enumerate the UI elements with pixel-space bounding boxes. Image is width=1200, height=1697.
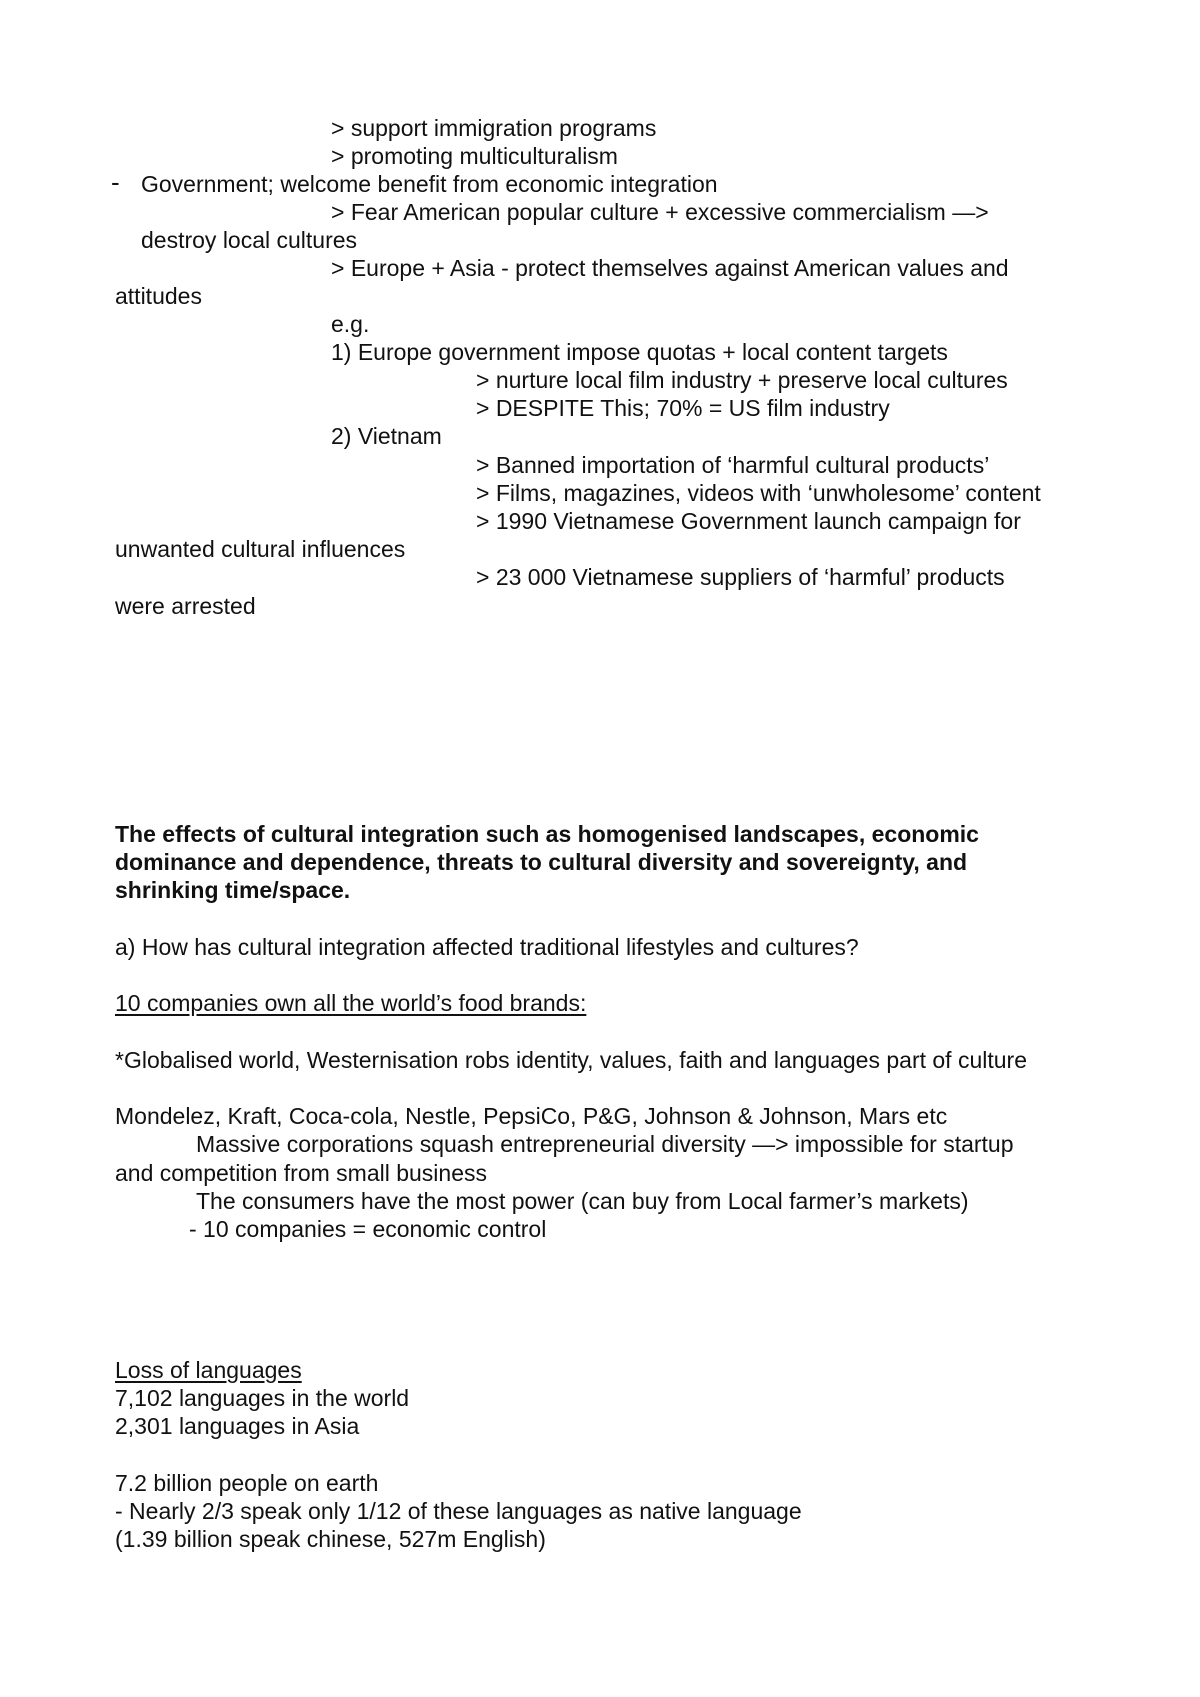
note-line-arrested: were arrested xyxy=(115,593,256,619)
note-line-economic-control: - 10 companies = economic control xyxy=(189,1216,547,1242)
section-heading-line-2: dominance and dependence, threats to cultural diversity and sovereignty, and xyxy=(115,849,968,875)
note-line-asia-languages: 2,301 languages in Asia xyxy=(115,1413,360,1439)
note-line-nurture: > nurture local film industry + preserve local cultures xyxy=(476,367,1008,393)
note-line-massive: Massive corporations squash entrepreneurial diversity —> impossible for startup xyxy=(196,1131,1014,1157)
note-line-europe-asia: > Europe + Asia - protect themselves against American values and xyxy=(331,255,1009,281)
note-line-despite: > DESPITE This; 70% = US film industry xyxy=(476,395,890,421)
note-line-chinese-english: (1.39 billion speak chinese, 527m English) xyxy=(115,1526,546,1552)
note-line-europe-quotas: 1) Europe government impose quotas + local content targets xyxy=(331,339,948,365)
section-heading-line-3: shrinking time/space. xyxy=(115,877,351,903)
note-line-eg: e.g. xyxy=(331,311,370,337)
note-line-23000: > 23 000 Vietnamese suppliers of ‘harmful’ products xyxy=(476,564,1005,590)
note-line-government: Government; welcome benefit from economic integration xyxy=(141,171,718,197)
note-line-globalised: *Globalised world, Westernisation robs identity, values, faith and languages part of culture xyxy=(115,1047,1027,1073)
note-line-banned: > Banned importation of ‘harmful cultural products’ xyxy=(476,452,990,478)
note-line-films: > Films, magazines, videos with ‘unwholesome’ content xyxy=(476,480,1041,506)
bullet-dash: - xyxy=(111,167,120,197)
subheading-food-companies: 10 companies own all the world’s food brands: xyxy=(115,990,587,1016)
note-line-competition: and competition from small business xyxy=(115,1160,487,1186)
note-line-world-languages: 7,102 languages in the world xyxy=(115,1385,410,1411)
note-line-destroy-local: destroy local cultures xyxy=(141,227,358,253)
note-line-consumers: The consumers have the most power (can buy from Local farmer’s markets) xyxy=(196,1188,969,1214)
note-line-1990: > 1990 Vietnamese Government launch campaign for xyxy=(476,508,1021,534)
section-heading-line-1: The effects of cultural integration such as homogenised landscapes, economic xyxy=(115,821,979,847)
note-line-support-immigration: > support immigration programs xyxy=(331,115,657,141)
note-line-unwanted: unwanted cultural influences xyxy=(115,536,406,562)
note-line-promoting-multiculturalism: > promoting multiculturalism xyxy=(331,143,618,169)
note-line-people: 7.2 billion people on earth xyxy=(115,1470,379,1496)
note-line-attitudes: attitudes xyxy=(115,283,202,309)
question-a: a) How has cultural integration affected traditional lifestyles and cultures? xyxy=(115,934,859,960)
note-line-mondelez: Mondelez, Kraft, Coca-cola, Nestle, PepsiCo, P&G, Johnson & Johnson, Mars etc xyxy=(115,1103,948,1129)
note-line-nearly: - Nearly 2/3 speak only 1/12 of these languages as native language xyxy=(115,1498,802,1524)
note-line-vietnam: 2) Vietnam xyxy=(331,423,442,449)
note-line-fear-american: > Fear American popular culture + excessive commercialism —> xyxy=(331,199,989,225)
subheading-loss-of-languages: Loss of languages xyxy=(115,1357,302,1383)
